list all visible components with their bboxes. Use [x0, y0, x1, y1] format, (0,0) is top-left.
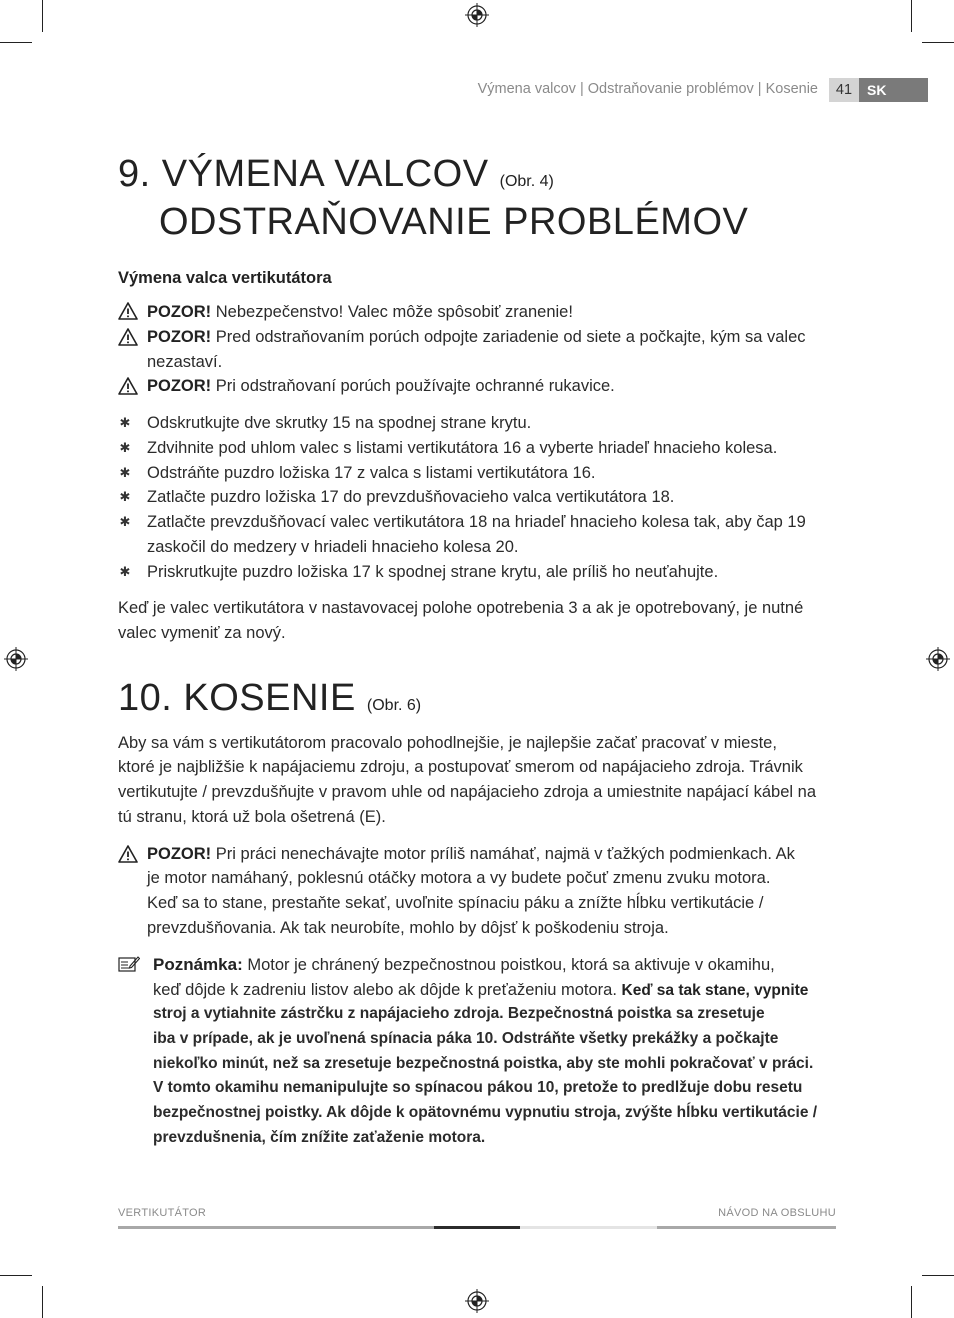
- footer-manual: NÁVOD NA OBSLUHU: [718, 1207, 836, 1219]
- crop-mark: [0, 42, 32, 43]
- bullet-icon: ✱: [119, 415, 131, 430]
- list-item: Priskrutkujte puzdro ložiska 17 k spodnej strane krytu, ale príliš ho neuťahujte.: [147, 563, 719, 581]
- section-9-title: [118, 153, 554, 196]
- list-item: Odstráňte puzdro ložiska 17 z valca s listami vertikutátora 16.: [147, 464, 596, 482]
- figure-reference: (Obr. 6): [366, 697, 422, 714]
- section-9-title-text: 9. VÝMENA VALCOV: [118, 153, 489, 195]
- bullet-icon: ✱: [119, 514, 131, 529]
- note-bold-line: V tomto okamihu nemanipulujte so spínacou pákou 10, pretože to predlžuje dobu resetu: [153, 1079, 803, 1096]
- section-9-title-line2: ODSTRAŇOVANIE PROBLÉMOV: [159, 201, 749, 243]
- warning-text: POZOR! Pred odstraňovaním porúch odpojte zariadenie od siete a počkajte, kým sa valec: [147, 328, 806, 346]
- crop-mark: [42, 1286, 43, 1318]
- paragraph: valec vymeniť za nový.: [118, 624, 286, 642]
- note-bold-line: stroj a vytiahnite zástrčku z napájacieho zdroja. Bezpečnostná poistka sa zresetuje: [153, 1005, 765, 1022]
- crop-mark: [922, 1275, 954, 1276]
- warning-icon: [118, 328, 138, 346]
- warning-text: POZOR! Pri práci nenechávajte motor príliš namáhať, najmä v ťažkých podmienkach. Ak: [147, 845, 795, 863]
- crop-mark: [922, 42, 954, 43]
- subheading: Výmena valca vertikutátora: [118, 269, 332, 287]
- list-item: Zatlačte prevzdušňovací valec vertikutátora 18 na hriadeľ hnacieho kolesa tak, aby čap 19: [147, 513, 806, 531]
- list-item: Odskrutkujte dve skrutky 15 na spodnej strane krytu.: [147, 414, 532, 432]
- registration-mark-icon: [4, 647, 28, 671]
- note-label: Poznámka:: [153, 955, 243, 974]
- warning-label: POZOR!: [147, 377, 212, 395]
- warning-text-continuation: je motor namáhaný, poklesnú otáčky motora a vy budete počuť zmenu zvuku motora.: [147, 869, 771, 887]
- note-text: keď dôjde k zadreniu listov alebo ak dôjde k preťaženiu motora. Keď sa tak stane, vypnite: [153, 981, 809, 999]
- paragraph: Keď je valec vertikutátora v nastavovacej polohe opotrebenia 3 a ak je opotrebovaný, je nutné: [118, 599, 804, 617]
- footer-product: VERTIKUTÁTOR: [118, 1207, 207, 1219]
- running-header: Výmena valcov | Odstraňovanie problémov | Kosenie: [477, 81, 818, 97]
- bullet-icon: ✱: [119, 564, 131, 579]
- footer-rule: [118, 1226, 434, 1229]
- warning-label: POZOR!: [147, 845, 212, 863]
- crop-mark: [911, 0, 912, 32]
- bullet-icon: ✱: [119, 440, 131, 455]
- bullet-icon: ✱: [119, 489, 131, 504]
- note-text: Poznámka: Motor je chránený bezpečnostnou poistkou, ktorá sa aktivuje v okamihu,: [153, 955, 775, 974]
- paragraph: Aby sa vám s vertikutátorom pracovalo pohodlnejšie, je najlepšie začať pracovať v mieste,: [118, 734, 777, 752]
- registration-mark-icon: [465, 1289, 489, 1313]
- paragraph: vertikutujte / prevzdušňujte v pravom uhle od napájacieho zdroja a umiestnite napájací kábel na: [118, 783, 817, 801]
- warning-text-continuation: prevzdušňovania. Ak tak neurobíte, mohlo by dôjsť k poškodeniu stroja.: [147, 919, 669, 937]
- registration-mark-icon: [926, 647, 950, 671]
- note-bold-line: prevzdušnenia, čím znížite zaťaženie motora.: [153, 1129, 486, 1146]
- bullet-icon: ✱: [119, 465, 131, 480]
- warning-text-continuation: Keď sa to stane, prestaňte sekať, uvoľnite spínaciu páku a znížte hĺbku vertikutácie /: [147, 894, 764, 912]
- crop-mark: [911, 1286, 912, 1318]
- warning-text-continuation: nezastaví.: [147, 353, 223, 371]
- note-icon: [118, 955, 140, 973]
- footer-rule: [657, 1226, 836, 1229]
- figure-reference: (Obr. 4): [499, 173, 554, 190]
- warning-text: POZOR! Pri odstraňovaní porúch používajte ochranné rukavice.: [147, 377, 615, 395]
- note-bold-line: niekoľko minút, než sa zresetuje bezpečnostná poistka, aby ste mohli pokračovať v práci.: [153, 1055, 814, 1072]
- paragraph: tú stranu, ktorá už bola ošetrená (E).: [118, 808, 386, 826]
- warning-icon: [118, 377, 138, 395]
- note-bold-line: bezpečnostnej poistky. Ak dôjde k opätovnému vypnutiu stroja, zvýšte hĺbku vertikutácie /: [153, 1104, 818, 1121]
- page-number: 41: [829, 78, 859, 102]
- warning-label: POZOR!: [147, 303, 212, 321]
- warning-icon: [118, 302, 138, 320]
- list-item: Zdvihnite pod uhlom valec s listami vertikutátora 16 a vyberte hriadeľ hnacieho kolesa.: [147, 439, 778, 457]
- warning-text: POZOR! Nebezpečenstvo! Valec môže spôsobiť zranenie!: [147, 303, 573, 321]
- warning-icon: [118, 845, 138, 863]
- note-bold-line: iba v prípade, ak je uvoľnená spínacia páka 10. Odstráňte všetky prekážky a počkajte: [153, 1030, 779, 1047]
- crop-mark: [0, 1275, 32, 1276]
- warning-label: POZOR!: [147, 328, 212, 346]
- footer-rule: [434, 1226, 520, 1229]
- section-10-title-text: 10. KOSENIE: [118, 677, 356, 719]
- section-10-title: [118, 677, 421, 720]
- footer-rule: [520, 1226, 657, 1229]
- crop-mark: [42, 0, 43, 32]
- list-item-continuation: zaskočil do medzery v hriadeli hnacieho kolesa 20.: [147, 538, 519, 556]
- language-tab: SK: [859, 78, 928, 102]
- list-item: Zatlačte puzdro ložiska 17 do prevzdušňovacieho valca vertikutátora 18.: [147, 488, 675, 506]
- registration-mark-icon: [465, 3, 489, 27]
- paragraph: ktoré je najbližšie k napájaciemu zdroju, a postupovať smerom od napájacieho zdroja. Trávnik: [118, 758, 803, 776]
